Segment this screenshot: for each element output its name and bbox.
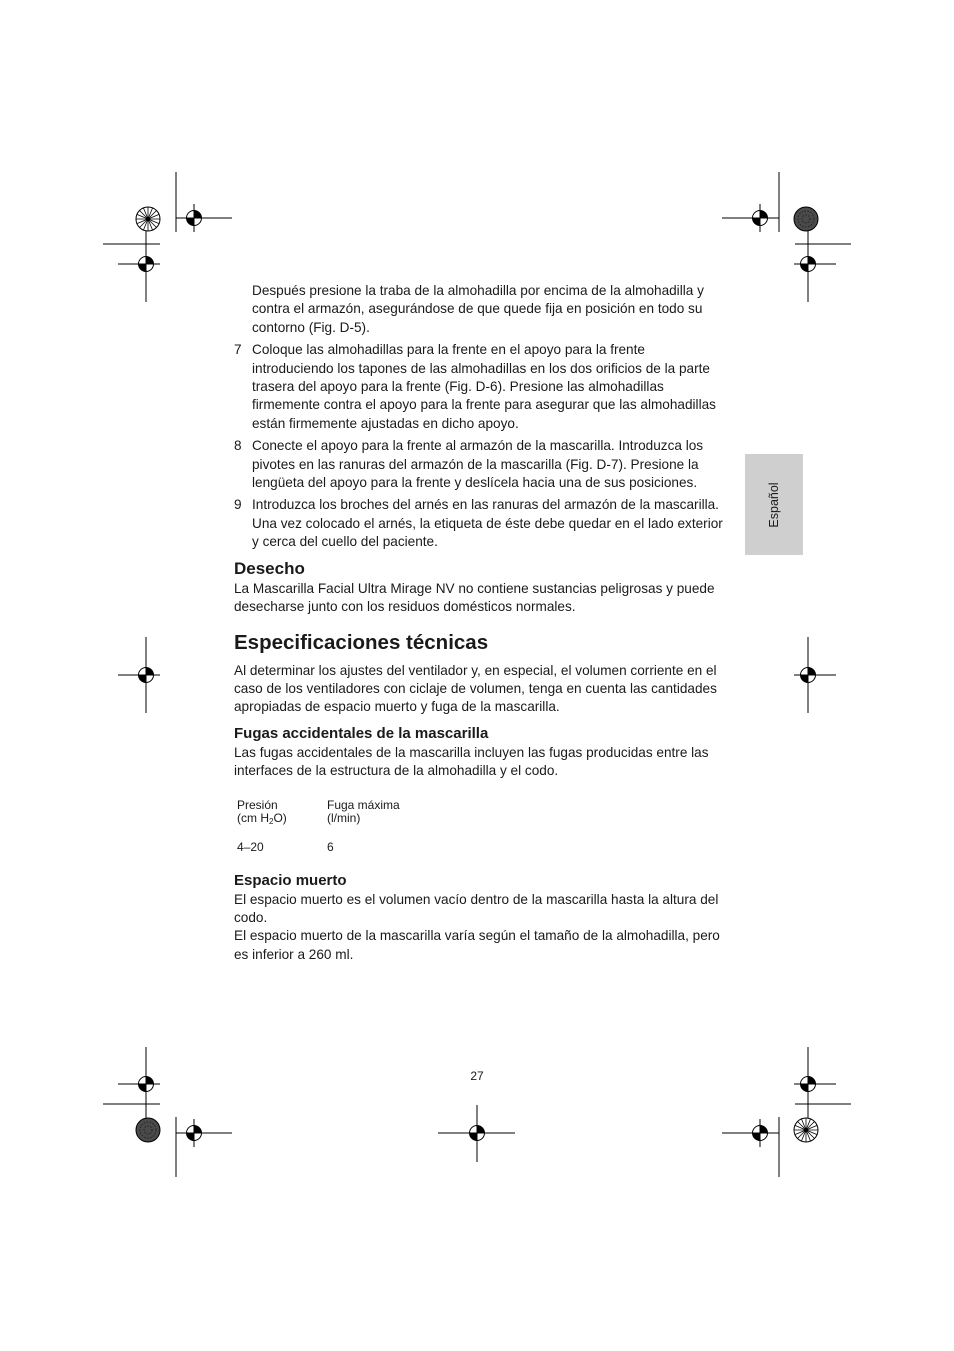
step-text: Conecte el apoyo para la frente al armazón de la mascarilla. Introduzca los pivotes en las ranuras del armazón de la mascarilla [252,438,704,472]
subsection-heading-espacio: Espacio muerto [234,871,347,889]
page-number: 27 [470,1069,484,1083]
step-number: 8 [234,438,242,454]
leak-header: Fuga máxima (l/min) [327,797,400,825]
language-side-tab [745,454,803,555]
step-text: Introduzca los broches del arnés en las ranuras del armazón de la mascarilla. Una vez colocado el arnés, la etiqueta de éste debe quedar en el lado exterior y cerca del cuello del paciente. [252,497,723,550]
step-item: 7 Coloque las almohadillas para la frente en el apoyo para la frente introduciendo los tapones de las almohadillas en los dos orificios de la parte trasera del apoyo para la frente (Fig. D-6). Presione las almohadillas firmemente contra el apoyo para la frente para asegurar que las almohadillas están firmemente ajustadas en dicho apoyo. [234,342,716,431]
table-header-row [237,799,400,825]
step-number: 9 [234,497,242,513]
figure-ref: (Fig. D-6) [444,379,503,395]
pressure-header: Presión (cm $H_2O$) [237,797,287,826]
side-tab-label: Español [767,481,781,528]
section-heading-desecho: Desecho [234,558,305,578]
table-row [237,825,400,854]
desecho-paragraph: La Mascarilla Facial Ultra Mirage NV no contiene sustancias peligrosas y puede desecharse junto con los residuos domésticos normales. [234,580,715,615]
section-heading-specs: Especificaciones técnicas [234,630,489,654]
step-text: Coloque las almohadillas para la frente en el apoyo para la frente introduciendo los tapones de las almohadillas en los dos orificios de la parte trasera del apoyo para la frente [252,342,710,395]
intro-text: Después presione la traba de la almohadilla por encima de la almohadilla y contra el armazón, asegurándose de que quede fija en posición en todo su contorno [252,283,704,335]
main-content [234,282,728,964]
figure-ref: (Fig. D-7) [565,456,623,472]
figure-ref: (Fig. D-5) [308,319,367,335]
step-number: 7 [234,342,242,358]
pressure-value: 4–20 [237,839,264,854]
step-item: 8 Conecte el apoyo para la frente al armazón de la mascarilla. Introduzca los pivotes en las ranuras del armazón de la mascarilla (Fig. D-7). Presione la lengüeta del apoyo para la frente y deslícela hacia una de sus posiciones. [234,438,704,491]
specs-intro-paragraph: Al determinar los ajustes del ventilador y, en especial, el volumen corriente en el caso de los ventiladores con ciclaje de volumen, tenga en cuenta las cantidades apropiadas de espacio muerto y fuga de la mascarilla. [234,662,717,715]
leak-value: 6 [327,839,334,854]
espacio-paragraph-2: El espacio muerto de la mascarilla varía según el tamaño de la almohadilla, pero es inferior a 260 ml. [234,928,720,962]
intro-paragraph: Después presione la traba de la almohadilla por encima de la almohadilla y contra el armazón, asegurándose de que quede fija en posición en todo su contorno (Fig. D-5). [252,283,704,335]
fugas-paragraph: Las fugas accidentales de la mascarilla incluyen las fugas producidas entre las interfaces de la estructura de la almohadilla y el codo. [234,744,709,779]
step-item [234,496,728,551]
espacio-paragraph-1: El espacio muerto es el volumen vacío dentro de la mascarilla hasta la altura del codo. [234,891,719,925]
leak-table [237,799,400,854]
subsection-heading-fugas: Fugas accidentales de la mascarilla [234,724,489,742]
